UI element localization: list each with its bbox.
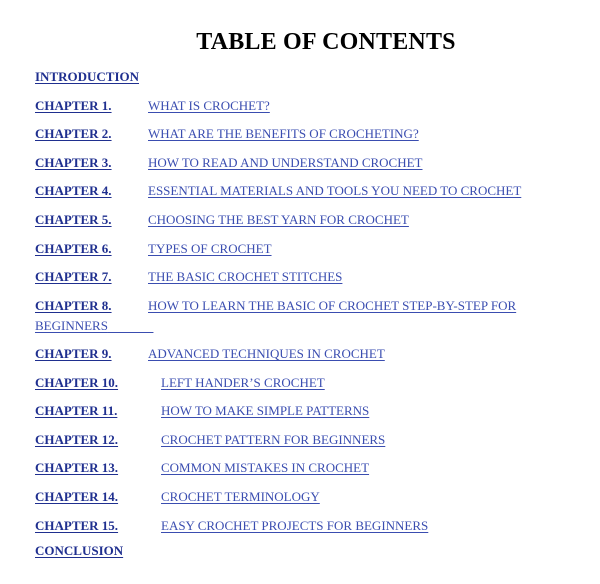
toc-chapter-9-label[interactable]: CHAPTER 9. bbox=[35, 346, 112, 361]
toc-chapter-4-label[interactable]: CHAPTER 4. bbox=[35, 183, 112, 198]
toc-chapter-7-title[interactable]: THE BASIC CROCHET STITCHES bbox=[148, 269, 343, 284]
page-title: TABLE OF CONTENTS bbox=[196, 29, 456, 55]
toc-chapter-10-label[interactable]: CHAPTER 10. bbox=[35, 375, 119, 390]
toc-chapter-5-label[interactable]: CHAPTER 5. bbox=[35, 212, 112, 227]
toc-chapter-14-title[interactable]: CROCHET TERMINOLOGY bbox=[161, 489, 320, 504]
toc-chapter-6-label[interactable]: CHAPTER 6. bbox=[35, 241, 112, 256]
toc-chapter-13-title[interactable]: COMMON MISTAKES IN CROCHET bbox=[161, 460, 370, 475]
toc-chapter-11-label[interactable]: CHAPTER 11. bbox=[35, 403, 118, 418]
toc-chapter-14-label[interactable]: CHAPTER 14. bbox=[35, 489, 119, 504]
toc-chapter-6-title[interactable]: TYPES OF CROCHET bbox=[148, 241, 272, 256]
toc-chapter-1-title[interactable]: WHAT IS CROCHET? bbox=[148, 98, 270, 113]
toc-chapter-15-title[interactable]: EASY CROCHET PROJECTS FOR BEGINNERS bbox=[161, 518, 429, 533]
toc-chapter-12-label[interactable]: CHAPTER 12. bbox=[35, 432, 119, 447]
toc-chapter-15-label[interactable]: CHAPTER 15. bbox=[35, 518, 119, 533]
toc-chapter-9-title[interactable]: ADVANCED TECHNIQUES IN CROCHET bbox=[148, 346, 385, 361]
toc-link-conclusion[interactable]: CONCLUSION bbox=[35, 543, 124, 558]
toc-chapter-2-label[interactable]: CHAPTER 2. bbox=[35, 126, 112, 141]
toc-link-introduction[interactable]: INTRODUCTION bbox=[35, 69, 140, 84]
toc-chapter-10-title[interactable]: LEFT HANDER’S CROCHET bbox=[161, 375, 325, 390]
toc-chapter-4-title[interactable]: ESSENTIAL MATERIALS AND TOOLS YOU NEED TO CROCHET bbox=[148, 183, 522, 198]
toc-chapter-8-title[interactable]: HOW TO LEARN THE BASIC OF CROCHET STEP-BY-STEP FOR bbox=[148, 298, 517, 313]
toc-chapter-3-label[interactable]: CHAPTER 3. bbox=[35, 155, 112, 170]
toc-chapter-12-title[interactable]: CROCHET PATTERN FOR BEGINNERS bbox=[161, 432, 386, 447]
toc-chapter-3-title[interactable]: HOW TO READ AND UNDERSTAND CROCHET bbox=[148, 155, 423, 170]
toc-chapter-13-label[interactable]: CHAPTER 13. bbox=[35, 460, 119, 475]
toc-chapter-7-label[interactable]: CHAPTER 7. bbox=[35, 269, 112, 284]
toc-chapter-8-label[interactable]: CHAPTER 8. bbox=[35, 298, 112, 313]
toc-chapter-2-title[interactable]: WHAT ARE THE BENEFITS OF CROCHETING? bbox=[148, 126, 419, 141]
toc-chapter-8-title-continued[interactable]: BEGINNERS bbox=[35, 318, 108, 333]
toc-chapter-1-label[interactable]: CHAPTER 1. bbox=[35, 98, 112, 113]
toc-chapter-11-title[interactable]: HOW TO MAKE SIMPLE PATTERNS bbox=[161, 403, 370, 418]
toc-chapter-5-title[interactable]: CHOOSING THE BEST YARN FOR CROCHET bbox=[148, 212, 409, 227]
